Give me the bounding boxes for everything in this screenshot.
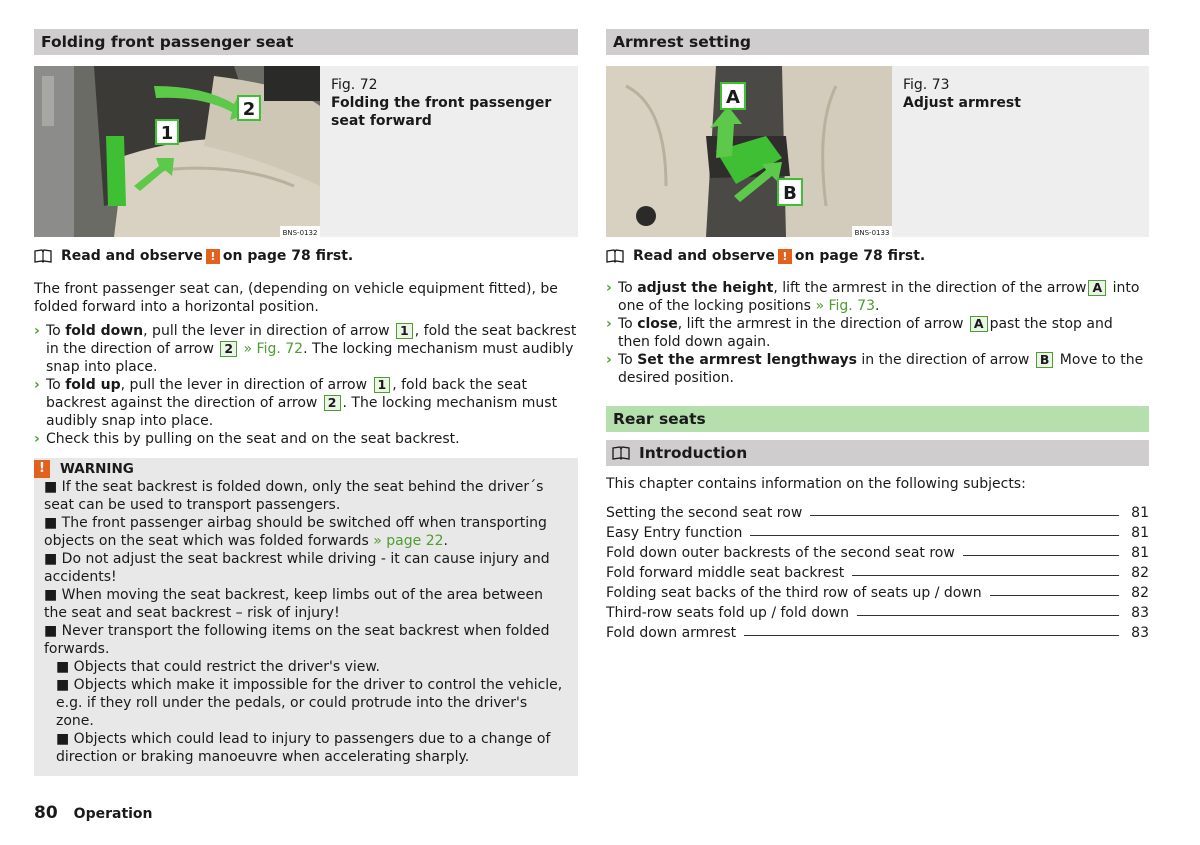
section-heading-folding-seat: Folding front passenger seat <box>34 29 578 55</box>
fig-72-link[interactable]: » Fig. 72 <box>239 341 304 357</box>
toc-row[interactable]: Easy Entry function 81 <box>606 525 1149 541</box>
figure-73-label-a: A <box>726 87 740 108</box>
warning-icon: ! <box>778 249 792 264</box>
warning-subitem: ■ Objects that could restrict the driver's view. <box>56 659 380 675</box>
book-icon <box>612 446 630 460</box>
list-item: › To fold down, pull the lever in direction of arrow 1 , fold the seat backrest in the direction of arrow 2 » Fig. 72. The locking mechanism must audibly snap into place. <box>34 323 577 375</box>
warning-item: ■ Do not adjust the seat backrest while driving - it can cause injury and accidents! <box>44 551 550 585</box>
section-heading-rear-seats: Rear seats <box>606 406 1149 432</box>
list-item: › To close, lift the armrest in the direction of arrow A past the stop and then fold down again. <box>606 316 1113 350</box>
left-column <box>34 29 578 776</box>
figure-73 <box>606 66 1149 237</box>
page-footer <box>34 803 153 823</box>
warning-title: WARNING <box>60 461 134 477</box>
intro-paragraph: The front passenger seat can, (depending on vehicle equipment fitted), be folded forward into a horizontal position. <box>34 281 558 315</box>
figure-72-label-2: 2 <box>242 99 256 120</box>
figure-72-number: Fig. 72 <box>331 77 378 93</box>
warning-icon: ! <box>206 249 220 264</box>
book-icon <box>34 249 52 263</box>
read-observe-post: on page 78 first. <box>794 248 926 264</box>
figure-72-title: Folding the front passenger seat forward <box>331 95 552 129</box>
figure-73-image <box>606 66 892 237</box>
list-item: › To adjust the height, lift the armrest in the direction of the arrow A into one of the locking positions » Fig. 73. <box>606 280 1140 314</box>
chevron-right-icon: › <box>606 316 612 332</box>
figure-72-caption <box>320 66 578 237</box>
warning-item: ■ If the seat backrest is folded down, only the seat behind the driver´s seat can be used to transport passengers. <box>44 479 544 513</box>
intro-text: This chapter contains information on the following subjects: <box>606 476 1026 492</box>
chevron-right-icon: › <box>606 352 612 368</box>
toc-row[interactable]: Fold forward middle seat backrest 82 <box>606 565 1149 581</box>
figure-73-label-b: B <box>783 183 797 204</box>
warning-box <box>34 458 578 776</box>
warning-header <box>34 460 568 478</box>
armrest-steps-list <box>606 279 1149 387</box>
section-heading-armrest: Armrest setting <box>606 29 1149 55</box>
arrow-key-2: 2 <box>220 341 237 357</box>
figure-72 <box>34 66 578 237</box>
figure-72-image <box>34 66 320 237</box>
chevron-right-icon: › <box>34 377 40 393</box>
chapter-name: Operation <box>73 806 153 822</box>
toc-list <box>606 501 1149 641</box>
read-observe-note <box>34 247 578 265</box>
chevron-right-icon: › <box>34 431 40 447</box>
right-column <box>606 29 1149 641</box>
fold-steps-list <box>34 322 578 448</box>
warning-subitem: ■ Objects which could lead to injury to passengers due to a change of direction or braking manoeuvre when accelerating sharply. <box>56 731 551 765</box>
toc-row[interactable]: Setting the second seat row 81 <box>606 505 1149 521</box>
toc-row[interactable]: Fold down outer backrests of the second seat row 81 <box>606 545 1149 561</box>
page-22-link[interactable]: » page 22 <box>373 533 444 549</box>
warning-icon: ! <box>34 460 50 478</box>
warning-item: ■ The front passenger airbag should be switched off when transporting objects on the seat which was folded forwards » page 22. <box>44 515 547 549</box>
arrow-key-1: 1 <box>374 377 391 393</box>
chevron-right-icon: › <box>606 280 612 296</box>
introduction-title: Introduction <box>639 444 748 462</box>
page-number: 80 <box>34 803 58 823</box>
read-observe-note <box>606 247 1149 265</box>
figure-72-code: BNS-0132 <box>282 229 318 237</box>
fig-73-link[interactable]: » Fig. 73 <box>815 298 875 314</box>
figure-73-code: BNS-0133 <box>854 229 890 237</box>
arrow-key-b: B <box>1036 352 1054 368</box>
read-observe-pre: Read and observe <box>61 248 203 264</box>
warning-subitem: ■ Objects which make it impossible for the driver to control the vehicle, e.g. if they roll under the pedals, or could protrude into the driver's zone. <box>56 677 563 729</box>
warning-item: ■ When moving the seat backrest, keep limbs out of the area between the seat and seat backrest – risk of injury! <box>44 587 543 621</box>
figure-73-caption <box>892 66 1021 237</box>
list-item: › To fold up, pull the lever in direction of arrow 1 , fold back the seat backrest against the direction of arrow 2 . The locking mechanism must audibly snap into place. <box>34 377 558 429</box>
warning-item: ■ Never transport the following items on the seat backrest when folded forwards. <box>44 623 550 657</box>
list-item: › To Set the armrest lengthways in the direction of arrow B Move to the desired position. <box>606 352 1144 386</box>
figure-73-title: Adjust armrest <box>903 95 1021 111</box>
figure-72-label-1: 1 <box>160 123 174 144</box>
book-icon <box>606 249 624 263</box>
arrow-key-a: A <box>1088 280 1106 296</box>
arrow-key-1: 1 <box>396 323 413 339</box>
toc-row[interactable]: Third-row seats fold up / fold down 83 <box>606 605 1149 621</box>
chevron-right-icon: › <box>34 323 40 339</box>
arrow-key-a: A <box>970 316 988 332</box>
read-observe-pre: Read and observe <box>633 248 775 264</box>
read-observe-post: on page 78 first. <box>222 248 354 264</box>
toc-row[interactable]: Folding seat backs of the third row of seats up / down 82 <box>606 585 1149 601</box>
arrow-key-2: 2 <box>324 395 341 411</box>
subsection-heading-introduction <box>606 440 1149 466</box>
list-item: › Check this by pulling on the seat and on the seat backrest. <box>34 431 460 447</box>
figure-73-number: Fig. 73 <box>903 77 950 93</box>
toc-row[interactable]: Fold down armrest 83 <box>606 625 1149 641</box>
